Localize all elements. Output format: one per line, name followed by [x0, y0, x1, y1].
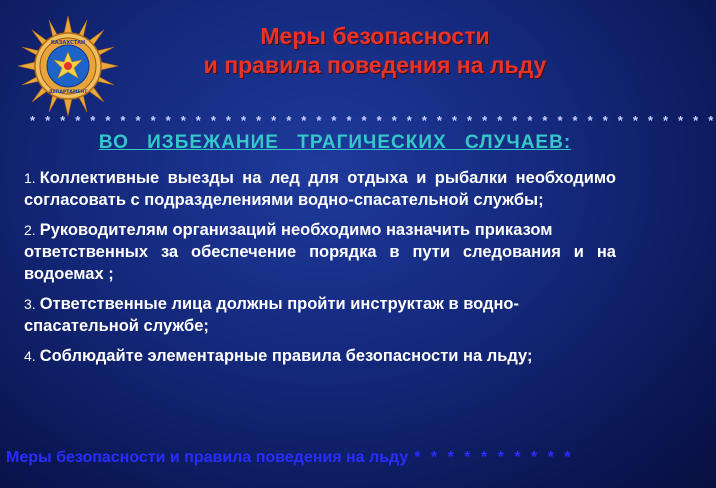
list-item [24, 293, 616, 337]
section-subtitle: ВО ИЗБЕЖАНИЕ ТРАГИЧЕСКИХ СЛУЧАЕВ: [98, 132, 572, 153]
footer-caption [6, 449, 651, 467]
list-item [24, 167, 616, 211]
item-number: 4. [24, 348, 36, 364]
item-text-continued: спасательной службе; [24, 317, 209, 335]
stars-divider: * * * * * * * * * * * * * * * * * * * * * * * * * * * * * * * * * * * * * * * * * * * * * * [30, 113, 716, 128]
item-text: Соблюдайте элементарные правила безопасности на льду; [39, 347, 533, 365]
title-line-1: Меры безопасности [260, 23, 490, 49]
rules-list [24, 167, 616, 375]
svg-text:ДЕПАРТАМЕНТ: ДЕПАРТАМЕНТ [48, 90, 88, 95]
list-item [24, 219, 616, 285]
item-text-continued: ответственных за обеспечение порядка в пути следования и на водоемах ; [24, 243, 616, 283]
footer-stars: * * * * * * * * * * [414, 449, 574, 466]
item-number: 3. [24, 296, 36, 312]
item-text: Коллективные выезды на лед для отдыха и рыбалки необходимо согласовать с подразделениями водно-спасательной службы; [24, 169, 616, 209]
item-number: 2. [24, 222, 36, 238]
list-item [24, 345, 616, 367]
svg-text:КАЗАХСТАН: КАЗАХСТАН [50, 40, 86, 46]
emergency-ministry-emblem-icon [18, 16, 118, 116]
footer-text: Меры безопасности и правила поведения на льду [6, 449, 409, 466]
item-text: Руководителям организаций необходимо назначить приказом [39, 221, 553, 239]
title-line-2: и правила поведения на льду [203, 52, 547, 78]
item-text: Ответственные лица должны пройти инструктаж в водно- [39, 295, 519, 313]
slide-title [140, 22, 610, 80]
item-number: 1. [24, 170, 36, 186]
